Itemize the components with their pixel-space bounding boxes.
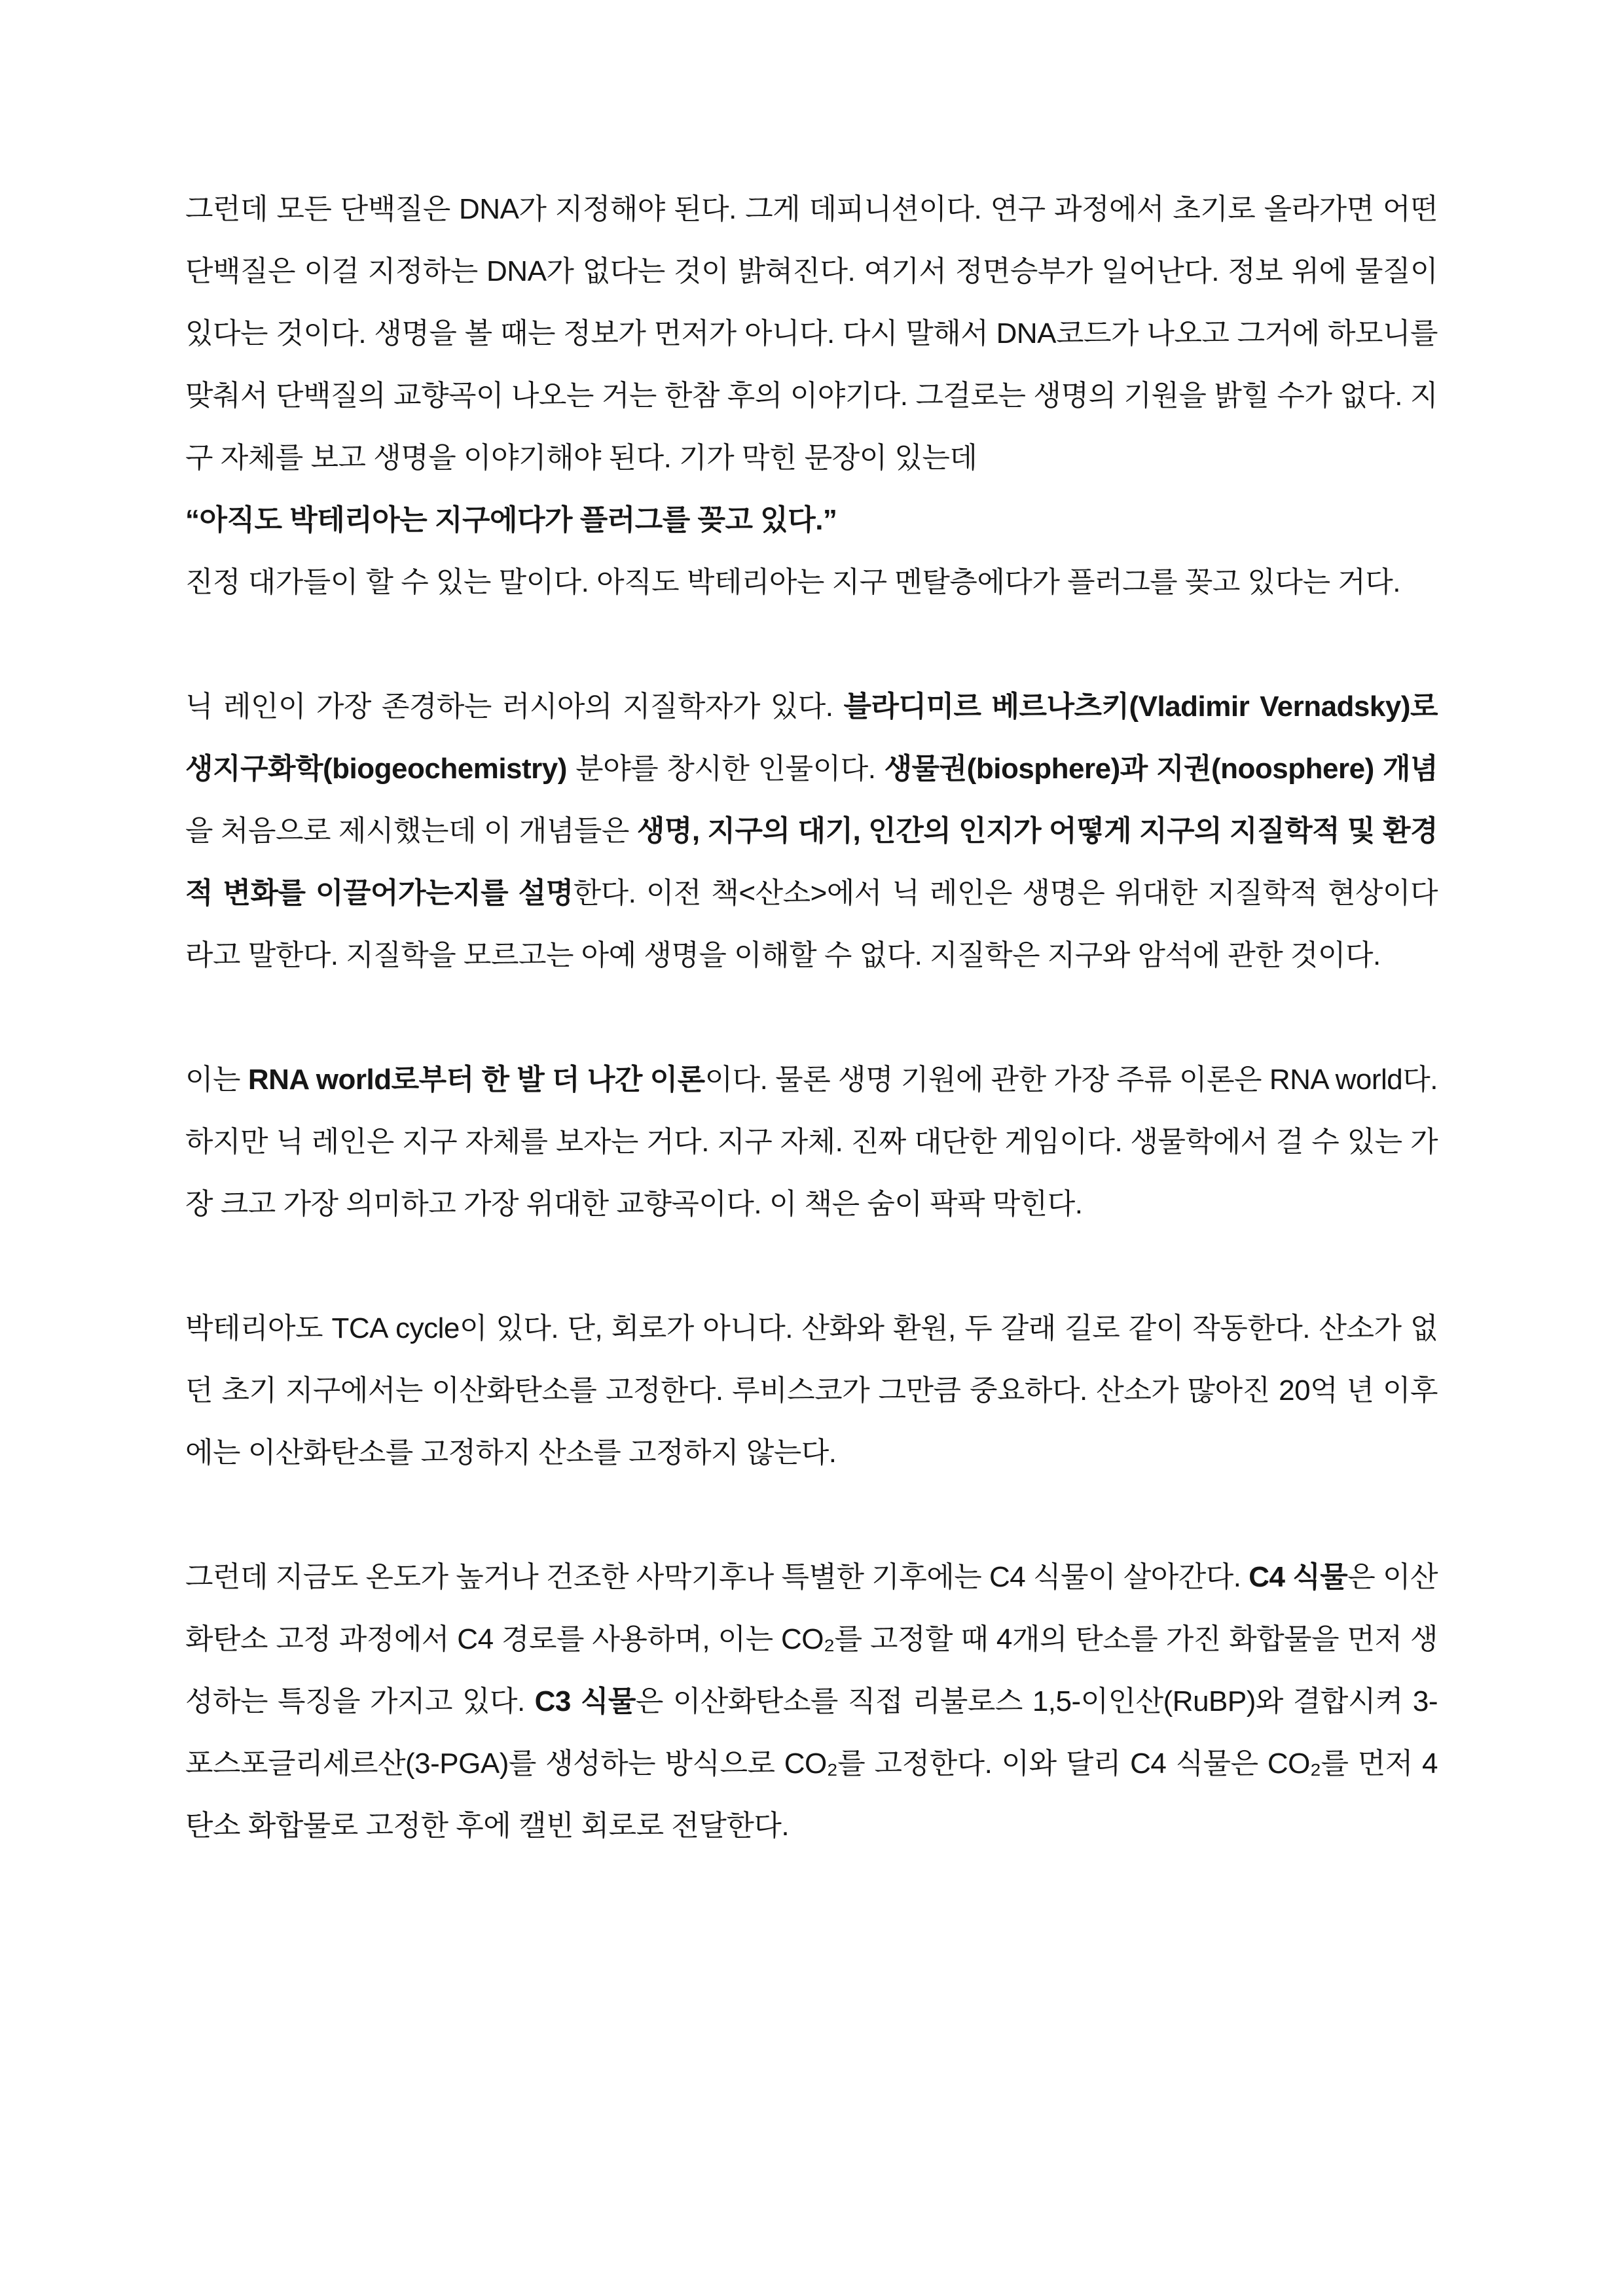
text-run: 은 이산화탄소 고정 과정에서 C4 경로를 사용하며, 이는 CO₂를 고정할 때 4개의 탄소를 가진 화합물을 먼저 생성하는 특징을 가지고 있다.: [185, 1561, 1438, 1717]
paragraph: [185, 178, 1438, 613]
text-run: 이다. 물론 생명 기원에 관한 가장 주류 이론은 RNA world다. 하지만 닉 레인은 지구 자체를 보자는 거다. 지구 자체. 진짜 대단한 게임이다. 생물학에서 걸 수 있는 가장 크고 가장 의미하고 가장 위대한 교향곡이다. 이 책은 숨이 팍팍 막힌다.: [185, 1064, 1438, 1220]
text-run: 은 이산화탄소를 직접 리불로스 1,5-이인산(RuBP)와 결합시켜 3-포스포글리세르산(3-PGA)를 생성하는 방식으로 CO₂를 고정한다. 이와 달리 C4 식물은 CO₂를 먼저 4 탄소 화합물로 고정한 후에 캘빈 회로로 전달한다.: [185, 1685, 1438, 1842]
text-run: 진정 대가들이 할 수 있는 말이다. 아직도 박테리아는 지구 멘탈층에다가 플러그를 꽂고 있다는 거다.: [185, 566, 1401, 598]
text-run: 을 처음으로 제시했는데 이 개념들은: [185, 815, 637, 847]
text-run: 박테리아도 TCA cycle이 있다. 단, 회로가 아니다. 산화와 환원, 두 갈래 길로 같이 작동한다. 산소가 없던 초기 지구에서는 이산화탄소를 고정한다. 루비스코가 그만큼 중요하다. 산소가 많아진 20억 년 이후에는 이산화탄소를 고정하지 산소를 고정하지 않는다.: [185, 1312, 1438, 1469]
bold-text-run: 생명, 지구의 대기, 인간의 인지가 어떻게 지구의 지질학적 및 환경적 변화를 이끌어가는지를 설명: [185, 815, 1438, 909]
text-line-block: [185, 1297, 1438, 1484]
paragraph: [185, 1049, 1438, 1235]
text-line-block: [185, 178, 1438, 489]
text-run: 분야를 창시한 인물이다.: [566, 753, 884, 785]
paragraph: [185, 1297, 1438, 1484]
paragraph: [185, 1546, 1438, 1857]
bold-text-run: 생물권(biosphere)과 지권(noosphere) 개념: [884, 753, 1438, 785]
text-run: 닉 레인이 가장 존경하는 러시아의 지질학자가 있다.: [185, 691, 844, 723]
bold-text-run: RNA world로부터 한 발 더 나간 이론: [247, 1064, 705, 1096]
bold-text-run: “아직도 박테리아는 지구에다가 플러그를 꽂고 있다.”: [185, 504, 837, 536]
text-line-block: [185, 675, 1438, 986]
text-line-block: [185, 551, 1438, 613]
text-line-block: [185, 1546, 1438, 1857]
bold-text-run: C3 식물: [534, 1685, 636, 1717]
document-body: [185, 178, 1438, 1857]
bold-text-run: 블라디미르 베르나츠키(Vladimir Vernadsky)로 생지구화학(biogeochemistry): [185, 691, 1438, 785]
text-run: 한다. 이전 책<산소>에서 닉 레인은 생명은 위대한 지질학적 현상이다라고 말한다. 지질학을 모르고는 아예 생명을 이해할 수 없다. 지질학은 지구와 암석에 관한 것이다.: [185, 877, 1438, 971]
text-line-block: [185, 1049, 1438, 1235]
text-run: 이는: [185, 1064, 248, 1096]
text-run: 그런데 모든 단백질은 DNA가 지정해야 된다. 그게 데피니션이다. 연구 과정에서 초기로 올라가면 어떤 단백질은 이걸 지정하는 DNA가 없다는 것이 밝혀진다. 여기서 정면승부가 일어난다. 정보 위에 물질이 있다는 것이다. 생명을 볼 때는 정보가 먼저가 아니다. 다시 말해서 DNA코드가 나오고 그거에 하모니를 맞춰서 단백질의 교향곡이 나오는 거는 한참 후의 이야기다. 그걸로는 생명의 기원을 밝힐 수가 없다. 지구 자체를 보고 생명을 이야기해야 된다. 기가 막힌 문장이 있는데: [185, 193, 1438, 474]
bold-text-run: C4 식물: [1249, 1561, 1348, 1593]
text-run: 그런데 지금도 온도가 높거나 건조한 사막기후나 특별한 기후에는 C4 식물이 살아간다.: [185, 1561, 1249, 1593]
paragraph: [185, 675, 1438, 986]
text-line-block: [185, 489, 1438, 551]
